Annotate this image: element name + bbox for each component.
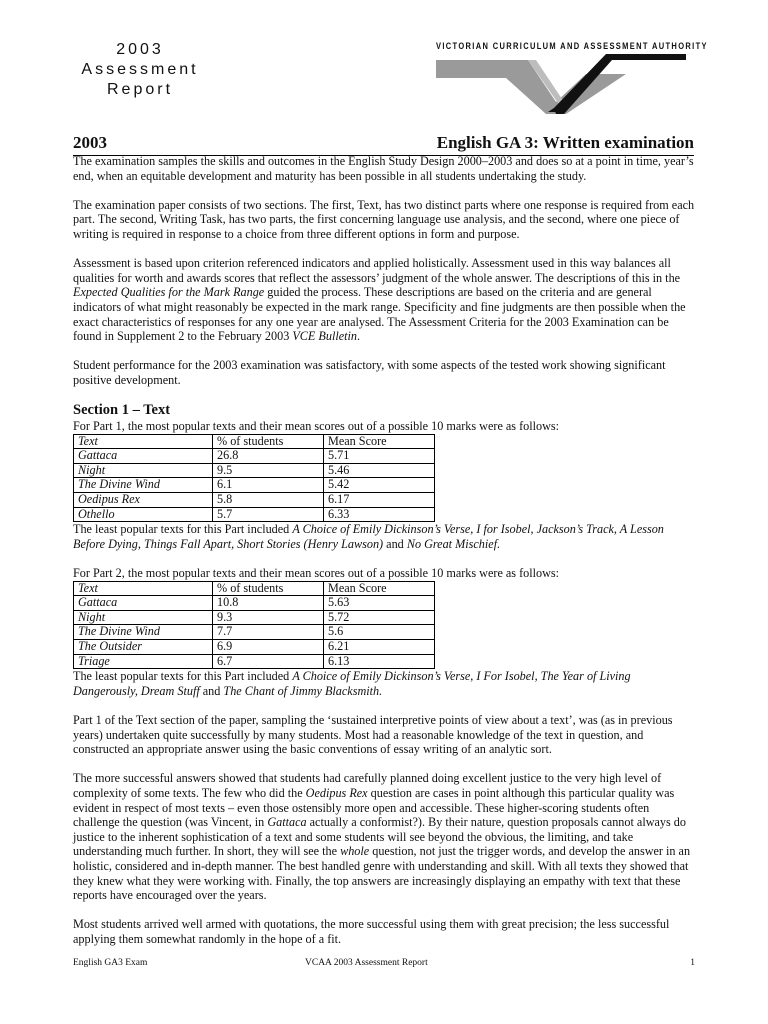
intro-paragraph-3 [73, 256, 695, 344]
table-cell-mean: 6.33 [324, 507, 435, 522]
intro-paragraph-1: The examination samples the skills and outcomes in the English Study Design 2000–2003 and does so at a point in time, year’s end, when an equitable development and maturity has been possible in all students undertaking the study. [73, 154, 694, 183]
p6-text-a: The more successful answers showed that students had carefully planned doing excellent justice to the very high level of complexity of some texts. The few who did the [73, 771, 662, 800]
part2-least-c: and [199, 683, 224, 698]
table-cell-mean: 6.21 [324, 640, 435, 655]
table-cell-text: The Outsider [74, 640, 213, 655]
part1-least-c: and [383, 536, 407, 551]
part1-least-a: The least popular texts for this Part included [73, 522, 293, 537]
table-header-cell: Text [74, 581, 213, 596]
part1-least-b: A Choice of Emily Dickinson’s Verse, I for Isobel, Jackson’s Track, A Lesson Before Dying, Things Fall Apart, Short Stories (Henry Lawson) [73, 522, 664, 551]
part2-intro: For Part 2, the most popular texts and their mean scores out of a possible 10 marks were as follows: [73, 566, 560, 581]
table-cell-percent: 9.5 [213, 463, 324, 478]
report-label-year: 2003 [116, 41, 164, 58]
table-row [74, 610, 435, 625]
part2-least-a: The least popular texts for this Part included [73, 669, 293, 684]
p6-text-b: Oedipus Rex [305, 785, 368, 800]
p6-text-c: question are cases in point although this particular quality was evident in respect of most texts – even those ostensibly more open and accessible. These higher-scoring students often challenge the question (was Vincent, in [73, 785, 675, 830]
table-cell-mean: 5.72 [324, 610, 435, 625]
table-row [74, 463, 435, 478]
table-row [74, 449, 435, 464]
table-header-cell: Mean Score [324, 581, 435, 596]
table-cell-text: Night [74, 610, 213, 625]
table-cell-percent: 7.7 [213, 625, 324, 640]
table-cell-percent: 5.8 [213, 493, 324, 508]
vcaa-tick-logo-icon [436, 54, 686, 116]
table-cell-percent: 5.7 [213, 507, 324, 522]
body-paragraph-part1: Part 1 of the Text section of the paper, sampling the ‘sustained interpretive points of view about a text’, was (as in previous years) undertaken quite successfully by many students. Most had a reasonable knowledge of the text in question, and constructed an appropriate answer using the basic conventions of essay writing of an analytic sort. [73, 712, 673, 757]
table-cell-text: Gattaca [74, 596, 213, 611]
table-header-row [74, 434, 435, 449]
part1-scores-table [73, 434, 435, 523]
table-header-row [74, 581, 435, 596]
intro-paragraph-4: Student performance for the 2003 examination was satisfactory, with some aspects of the tested work showing significant positive development. [73, 358, 666, 387]
table-cell-mean: 5.42 [324, 478, 435, 493]
p6-text-e: actually a conformist?). By their nature, question proposals cannot always do justice to the inherent sophistication of a text and some students will see beyond the obvious, the limiting, and take understanding much further. In short, they will see the [73, 815, 686, 859]
table-header-cell: Mean Score [324, 434, 435, 449]
authority-name: VICTORIAN CURRICULUM AND ASSESSMENT AUTHORITY [436, 40, 708, 52]
p6-text-g: question, not just the trigger words, and develop the answer in an holistic, considered and in-depth manner. The best handled genre with understanding and skill. With all texts they showed that they knew what they were working with. Finally, the top answers are increasingly displaying an empathy with text that these reports have encouraged over the years. [73, 844, 691, 903]
table-row [74, 493, 435, 508]
part1-least-d: No Great Mischief. [406, 536, 501, 551]
title-subject: English GA 3: Written examination [436, 133, 694, 152]
intro-paragraph-2: The examination paper consists of two sections. The first, Text, has two distinct parts where one response is required from each part. The second, Writing Task, has two parts, the first concerning language use analysis, and the second, where one piece of writing is required in response to a choice from three different options in form and purpose. [73, 197, 695, 241]
table-cell-text: Triage [74, 654, 213, 669]
table-cell-mean: 5.71 [324, 449, 435, 464]
p3-text-c: guided the process. These descriptions are based on the criteria and are general indicators of what might reasonably be expected in the mark range. Specificity and fine judgments are then possible when the exact characteristics of responses for any one year are analysed. The Assessment Criteria for the 2003 Examination can be found in Supplement 2 to the February 2003 [73, 285, 686, 344]
table-row [74, 625, 435, 640]
table-header-cell: % of students [213, 581, 324, 596]
table-cell-mean: 6.17 [324, 493, 435, 508]
body-paragraph-successful-answers [73, 771, 695, 902]
table-cell-percent: 9.3 [213, 610, 324, 625]
part2-least-b: A Choice of Emily Dickinson’s Verse, I For Isobel, The Year of Living Dangerously, Dream Stuff [73, 669, 631, 698]
table-cell-mean: 5.46 [324, 463, 435, 478]
part1-least-popular [73, 522, 695, 551]
document-title [73, 133, 694, 156]
table-row [74, 507, 435, 522]
table-cell-percent: 6.1 [213, 478, 324, 493]
table-row [74, 654, 435, 669]
title-year: 2003 [73, 133, 107, 152]
table-cell-text: Gattaca [74, 449, 213, 464]
table-row [74, 596, 435, 611]
p3-text-a: Assessment is based upon criterion referenced indicators and applied holistically. Assessment used in this way balances all qualities for worth and awards scores that reflect the assessors’ judgment of the whole answer. The descriptions of this in the [73, 256, 681, 285]
p3-text-e: . [357, 329, 361, 344]
table-row [74, 640, 435, 655]
report-label-assessment: Assessment [81, 61, 199, 78]
report-label [60, 40, 220, 100]
table-cell-text: Oedipus Rex [74, 493, 213, 508]
table-cell-text: The Divine Wind [74, 625, 213, 640]
page-number: 1 [690, 958, 695, 968]
report-body [73, 154, 695, 961]
report-label-report: Report [106, 81, 174, 98]
table-cell-text: Night [74, 463, 213, 478]
p3-text-d: VCE Bulletin [292, 329, 358, 344]
table-header-cell: % of students [213, 434, 324, 449]
footer-center: VCAA 2003 Assessment Report [305, 958, 428, 968]
section-1-heading: Section 1 – Text [73, 402, 171, 419]
table-cell-text: Othello [74, 507, 213, 522]
table-cell-mean: 5.6 [324, 625, 435, 640]
table-cell-text: The Divine Wind [74, 478, 213, 493]
table-row [74, 478, 435, 493]
part2-least-d: The Chant of Jimmy Blacksmith. [223, 683, 383, 698]
part1-intro: For Part 1, the most popular texts and their mean scores out of a possible 10 marks were as follows: [73, 419, 560, 434]
footer-left: English GA3 Exam [73, 958, 148, 968]
table-header-cell: Text [74, 434, 213, 449]
table-cell-percent: 26.8 [213, 449, 324, 464]
table-cell-mean: 5.63 [324, 596, 435, 611]
body-paragraph-quotations: Most students arrived well armed with quotations, the more successful using them with great precision; the less successful applying them somewhat randomly in the hope of a fit. [73, 917, 670, 946]
table-cell-percent: 10.8 [213, 596, 324, 611]
part2-least-popular [73, 669, 695, 698]
table-cell-mean: 6.13 [324, 654, 435, 669]
table-cell-percent: 6.9 [213, 640, 324, 655]
p3-text-b: Expected Qualities for the Mark Range [73, 285, 265, 300]
part2-scores-table [73, 581, 435, 670]
table-cell-percent: 6.7 [213, 654, 324, 669]
vcaa-header [436, 40, 708, 52]
p6-text-d: Gattaca [267, 815, 307, 830]
p6-text-f: whole [340, 844, 370, 859]
